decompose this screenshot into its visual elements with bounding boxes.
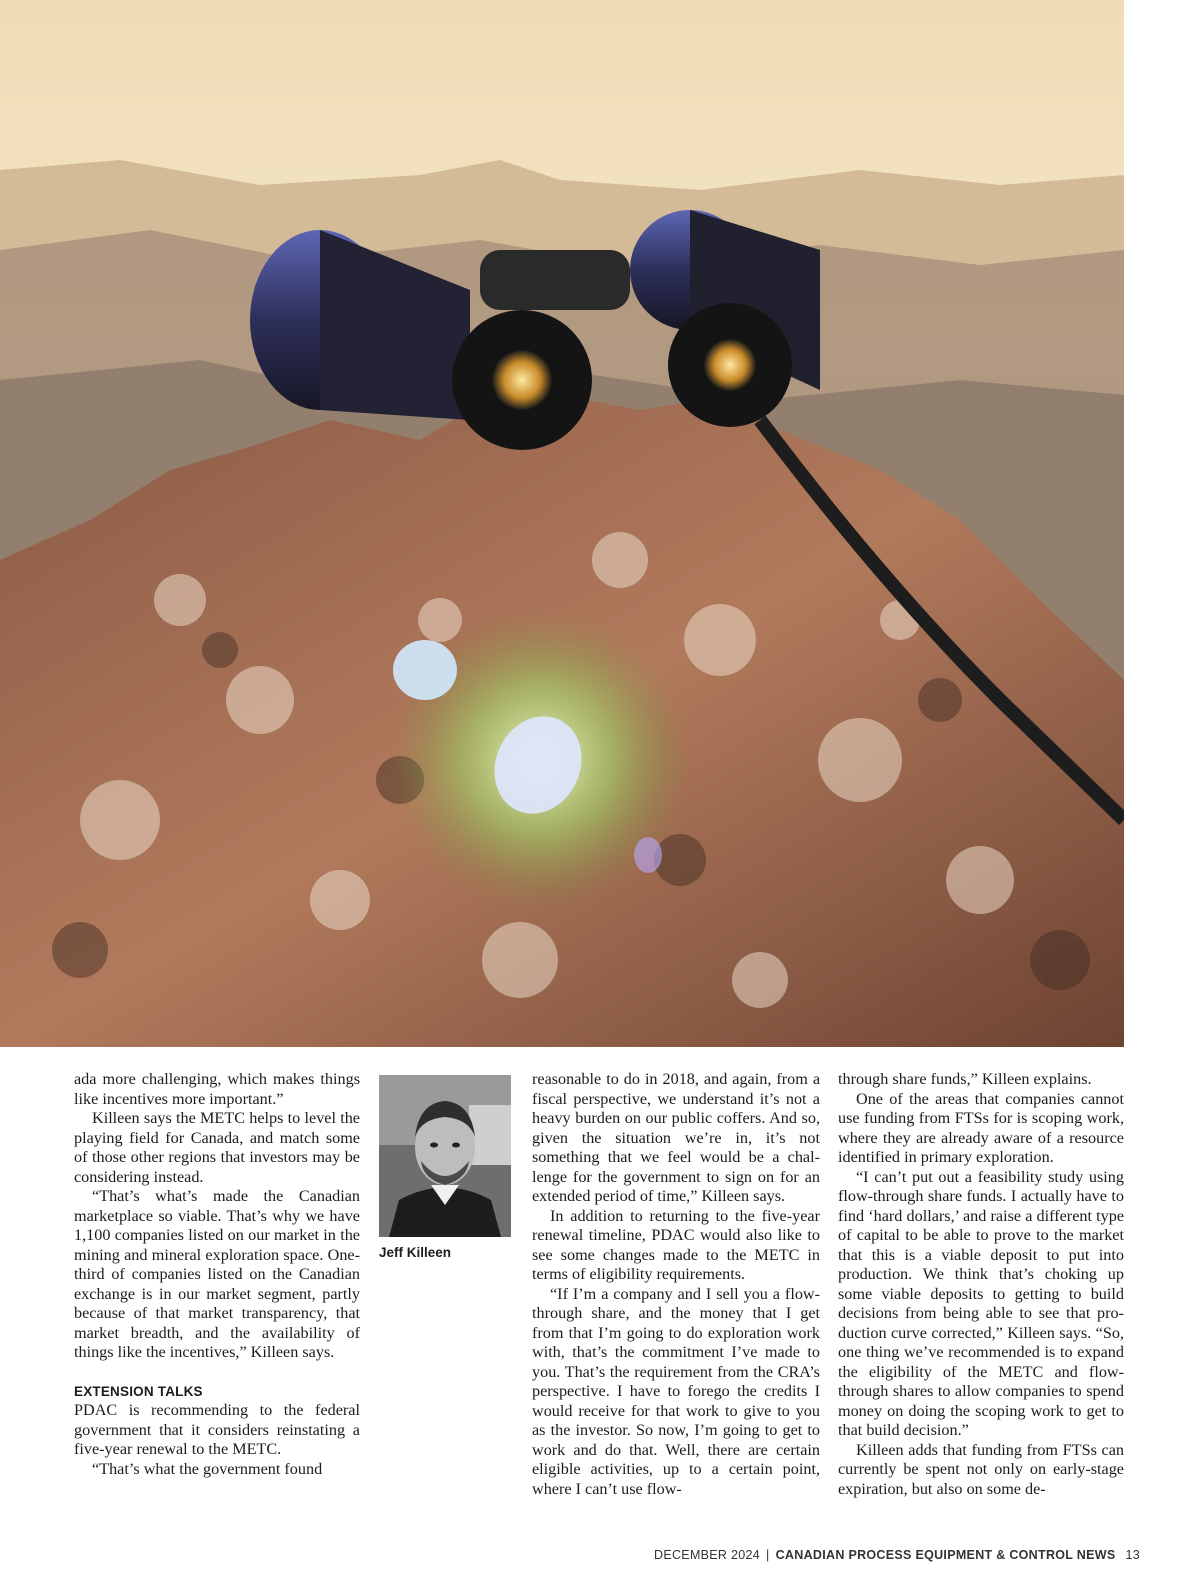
headshot-photo bbox=[379, 1075, 511, 1237]
footer-separator: | bbox=[766, 1548, 770, 1562]
paragraph: through share funds,” Killeen explains. bbox=[838, 1070, 1092, 1088]
paragraph: In addition to returning to the five-year renewal timeline, PDAC would also like to see some changes made to the METC in terms of eligibility requirements. bbox=[532, 1206, 820, 1283]
paragraph: reasonable to do in 2018, and again, from a fiscal perspective, we understand it’s not a heavy burden on our public coffers. And so, given the situation we’re in, it’s not something that we feel would be a challenge for the government to sign on for an extended period of time,” Killeen says. bbox=[532, 1070, 820, 1205]
paragraph: Killeen adds that funding from FTSs can currently be spent not only on early-stage expiration, but also on some de- bbox=[838, 1440, 1124, 1498]
article-column-1 bbox=[74, 1070, 360, 1479]
paragraph: “That’s what’s made the Canadian marketplace so viable. That’s why we have 1,100 companies listed on our market in the mining and mineral exploration space. One-third of companies listed on the Canadian exchange is in our market segment, partly because of that market transparency, that market breadth, and the availability of things like the incentives,” Killeen says. bbox=[74, 1187, 360, 1361]
issue-date: DECEMBER 2024 bbox=[654, 1548, 761, 1562]
paragraph: “I can’t put out a feasibility study using flow-through share funds. I actually have to find ‘hard dollars,’ and raise a different type of capital to be able to prove to the market that this is a viable deposit to put into production. We think that’s choking up some viable deposits to getting to build decisions from being able to see that production curve corrected,” Killeen says. “So, one thing we’ve recommended is to expand the eligibility of the METC and flow-through shares to allow companies to spend money on doing the scoping work to get to that build decision.” bbox=[838, 1167, 1124, 1439]
paragraph: “If I’m a company and I sell you a flow-through share, and the money that I get from that I’m going to do exploration work with, that’s the commitment I’ve made to you. That’s the requirement from the CRA’s perspective. I have to forego the credits I would receive for that work to give to you as the investor. So now, I’m going to get to work and do that. Well, there are certain eligible activities, up to a certain point, where I can’t use flow- bbox=[532, 1284, 820, 1498]
page-number: 13 bbox=[1125, 1548, 1140, 1562]
section-subhead: EXTENSION TALKS bbox=[74, 1383, 203, 1399]
paragraph: PDAC is recommending to the federal government that it considers reinstating a five-year renewal to the METC. bbox=[74, 1401, 360, 1458]
paragraph: One of the areas that companies cannot use funding from FTSs for is scoping work, where they are already aware of a resource identified in primary exploration. bbox=[838, 1089, 1124, 1166]
headshot-caption: Jeff Killeen bbox=[379, 1245, 452, 1260]
paragraph: ada more challenging, which makes things like incentives more important.” bbox=[74, 1070, 360, 1108]
article-column-3 bbox=[838, 1070, 1124, 1499]
paragraph: Killeen says the METC helps to level the playing field for Canada, and match some of those other regions that investors may be considering instead. bbox=[74, 1109, 360, 1186]
article-column-2 bbox=[532, 1070, 820, 1499]
page-footer bbox=[654, 1548, 1140, 1562]
person-portrait-icon bbox=[379, 1075, 511, 1237]
paragraph: “That’s what the government found bbox=[92, 1459, 323, 1478]
publication-name: CANADIAN PROCESS EQUIPMENT & CONTROL NEWS bbox=[775, 1548, 1116, 1562]
